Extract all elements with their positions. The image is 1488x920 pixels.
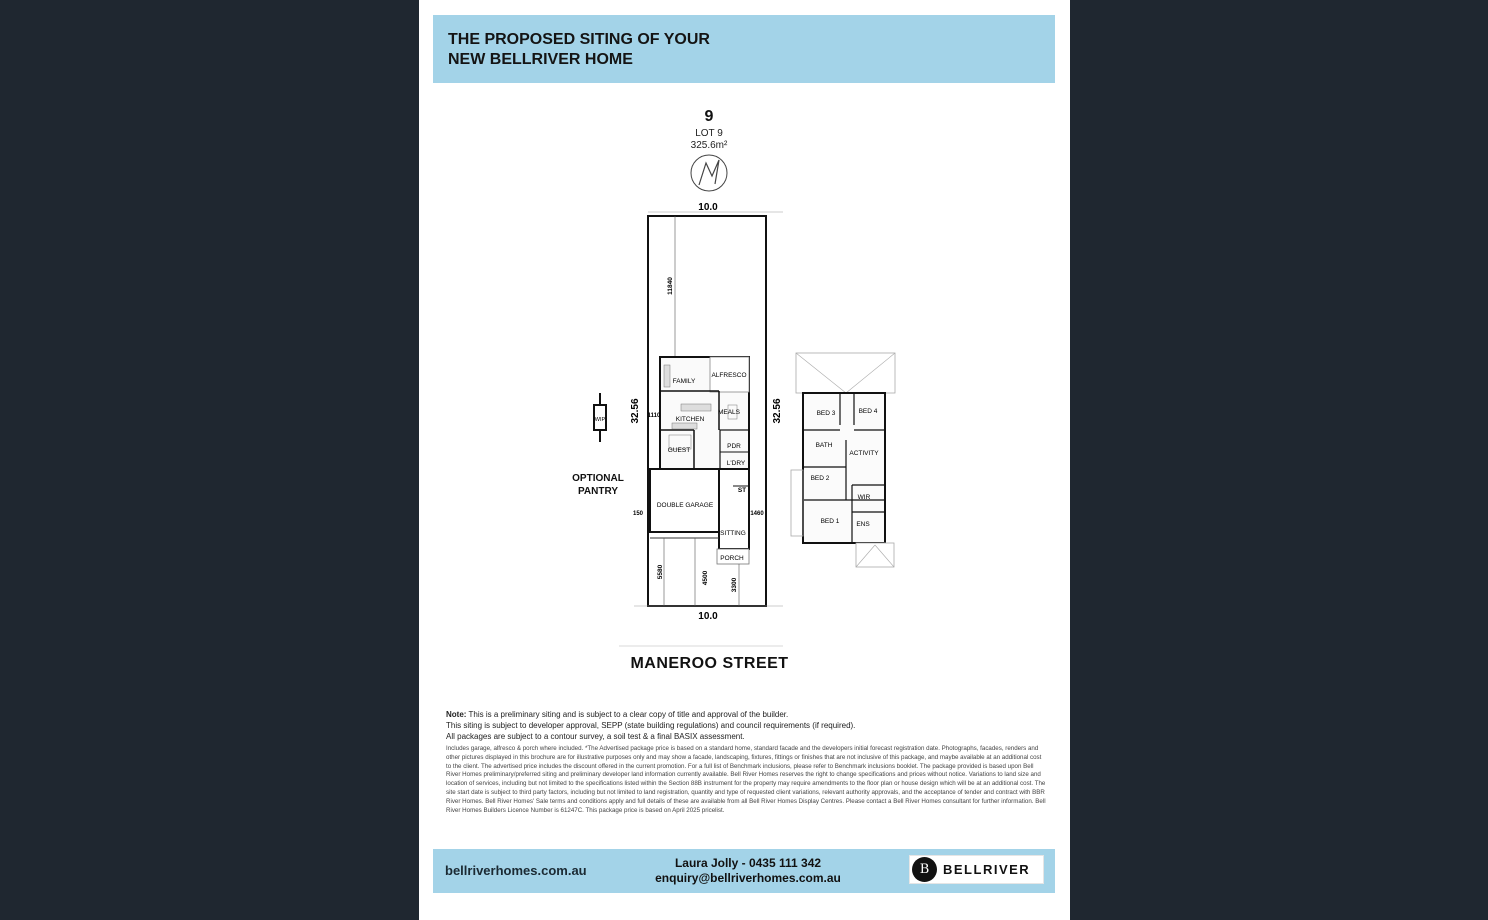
street-name: MANEROO STREET xyxy=(630,655,789,672)
room-family: FAMILY xyxy=(672,378,696,385)
room-bed-3: BED 3 xyxy=(816,410,836,417)
room-guest: GUEST xyxy=(667,447,691,454)
room-laundry: L'DRY xyxy=(726,460,746,467)
room-double-garage: DOUBLE GARAGE xyxy=(656,502,714,509)
logo-text: BELLRIVER xyxy=(943,862,1031,877)
room-bed-1: BED 1 xyxy=(820,518,840,525)
room-pdr: PDR xyxy=(727,443,741,450)
contact-block xyxy=(633,856,863,886)
room-bath: BATH xyxy=(815,442,833,449)
room-ensuite: ENS xyxy=(856,521,870,528)
optional-pantry-label: OPTIONAL PANTRY xyxy=(572,473,624,497)
depth-left: 32.56 xyxy=(630,398,641,424)
room-sitting: SITTING xyxy=(720,530,746,537)
note-line-1: This is a preliminary siting and is subject to a clear copy of title and approval of the builder. xyxy=(468,710,789,719)
front-mid-dim: 4500 xyxy=(702,570,709,586)
contact-email[interactable]: enquiry@bellriverhomes.com.au xyxy=(655,871,841,885)
bellriver-logo xyxy=(909,855,1044,884)
contact-name-phone[interactable]: Laura Jolly - 0435 111 342 xyxy=(674,856,822,870)
lot-area: 325.6m² xyxy=(690,140,728,151)
fine-print: Includes garage, alfresco & porch where included. *The Advertised package price is based on a standard home, standard facade and the developers initial forecast registration date. Photographs, facades, renders and other pictures displayed in this brochure are for illustrative purposes only and may show a facade, landscaping, fixtures, fittings or finishes that are not inclusive of this package, and maybe available at an additional cost to the client. The advertised price includes the discount offered in the current promotion. For a full list of Benchmark inclusions, please refer to Benchmark inclusions booklet. The package provided is based upon Bell River Homes preliminary/preferred siting and preliminary developer land information currently available. Bell River Homes reserves the right to change specifications and prices without notice. Variations to land size and location of services, including but not limited to the specifications listed within the Section 88B instrument for the property may require amendments to the floor plan or house design which will be at an additional cost. The site start date is subject to third party factors, including but not limited to land registration, quantity and type of requested client variations, relevant authority approvals, and the acceptance of tender and contract with BBR River Homes. Bell River Homes' Sale terms and conditions apply and full details of these are available from all Bell River Homes Display Centres. Please contact a Bell River Homes consultant for further information. Bell River Homes Builders Licence Number is 61247C. This package price is based on April 2025 pricelist. xyxy=(446,745,1046,814)
note-label: Note: xyxy=(446,710,467,719)
front-garage-dim: 5580 xyxy=(657,564,664,580)
front-porch-dim: 3300 xyxy=(731,577,738,593)
room-activity: ACTIVITY xyxy=(849,450,879,457)
note-line-3: All packages are subject to a contour survey, a soil test & a final BASIX assessment. xyxy=(446,732,745,741)
lot-number: 9 xyxy=(704,108,714,125)
side-left-dim: 1110 xyxy=(647,413,661,419)
website-link[interactable]: bellriverhomes.com.au xyxy=(445,863,587,878)
room-meals: MEALS xyxy=(717,409,741,416)
brochure-page xyxy=(419,0,1070,920)
room-store: ST xyxy=(737,487,747,494)
room-bed-4: BED 4 xyxy=(858,408,878,415)
upper-floor-plan xyxy=(791,353,895,567)
title-line-1: THE PROPOSED SITING OF YOUR xyxy=(448,31,710,48)
footer-banner xyxy=(433,849,1055,893)
logo-badge-icon: B xyxy=(912,857,937,882)
rear-setback: 11840 xyxy=(667,277,674,295)
wip-label: WIP xyxy=(594,417,606,423)
room-wir: WIR xyxy=(857,494,871,501)
north-arrow-icon xyxy=(691,155,727,191)
room-porch: PORCH xyxy=(720,555,744,562)
width-top: 10.0 xyxy=(698,202,718,213)
title-line-2: NEW BELLRIVER HOME xyxy=(448,51,633,68)
side-garage-dim: 150 xyxy=(632,511,644,517)
side-right-dim: 1460 xyxy=(750,511,764,517)
lot-label: LOT 9 xyxy=(695,128,723,139)
room-bed-2: BED 2 xyxy=(810,475,830,482)
room-kitchen: KITCHEN xyxy=(675,416,705,423)
note-line-2: This siting is subject to developer approval, SEPP (state building regulations) and council requirements (if required). xyxy=(446,721,856,730)
optional-pantry-plan xyxy=(594,393,606,442)
depth-right: 32.56 xyxy=(772,398,783,424)
room-alfresco: ALFRESCO xyxy=(711,372,747,379)
width-bottom: 10.0 xyxy=(698,611,718,622)
notes xyxy=(446,709,1046,742)
